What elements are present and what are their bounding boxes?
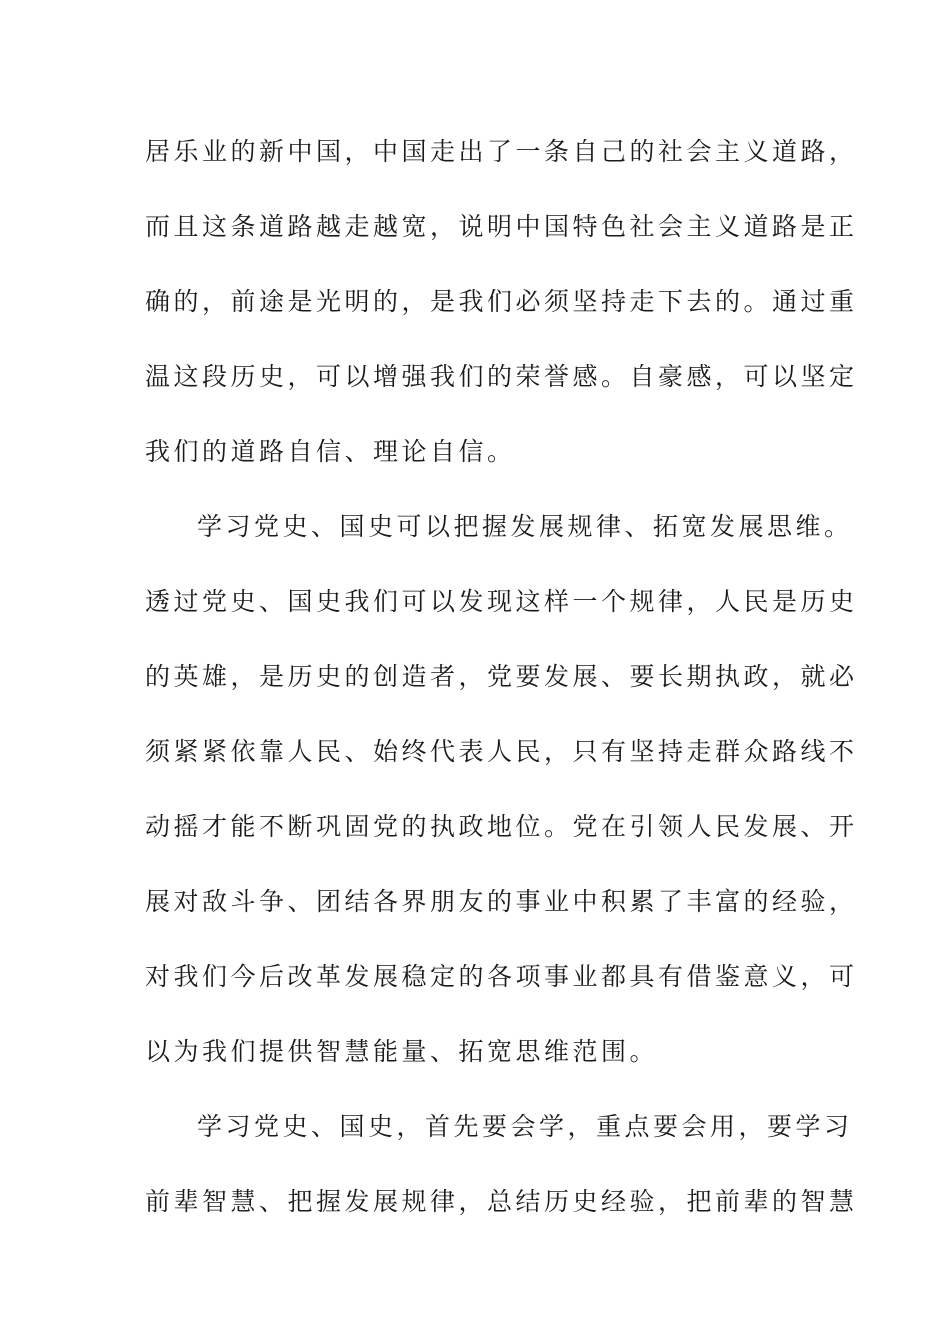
text-line: 温这段历史，可以增强我们的荣誉感。自豪感，可以坚定	[145, 362, 858, 391]
text-line: 居乐业的新中国，中国走出了一条自己的社会主义道路，	[145, 137, 858, 166]
text-line: 我们的道路自信、理论自信。	[145, 437, 516, 466]
text-line: 对我们今后改革发展稳定的各项事业都具有借鉴意义，可	[145, 962, 858, 991]
text-line: 透过党史、国史我们可以发现这样一个规律，人民是历史	[145, 587, 858, 616]
text-line: 确的，前途是光明的，是我们必须坚持走下去的。通过重	[145, 287, 858, 316]
text-line: 动摇才能不断巩固党的执政地位。党在引领人民发展、开	[145, 812, 858, 841]
text-line: 的英雄，是历史的创造者，党要发展、要长期执政，就必	[145, 662, 858, 691]
paragraph-first-line: 学习党史、国史，首先要会学，重点要会用，要学习	[197, 1112, 853, 1141]
text-line: 前辈智慧、把握发展规律，总结历史经验，把前辈的智慧	[145, 1187, 858, 1216]
text-line: 而且这条道路越走越宽，说明中国特色社会主义道路是正	[145, 212, 858, 241]
text-line: 须紧紧依靠人民、始终代表人民，只有坚持走群众路线不	[145, 737, 858, 766]
paragraph-first-line: 学习党史、国史可以把握发展规律、拓宽发展思维。	[197, 512, 853, 541]
text-line: 展对敌斗争、团结各界朋友的事业中积累了丰富的经验，	[145, 887, 858, 916]
text-line: 以为我们提供智慧能量、拓宽思维范围。	[145, 1037, 659, 1066]
